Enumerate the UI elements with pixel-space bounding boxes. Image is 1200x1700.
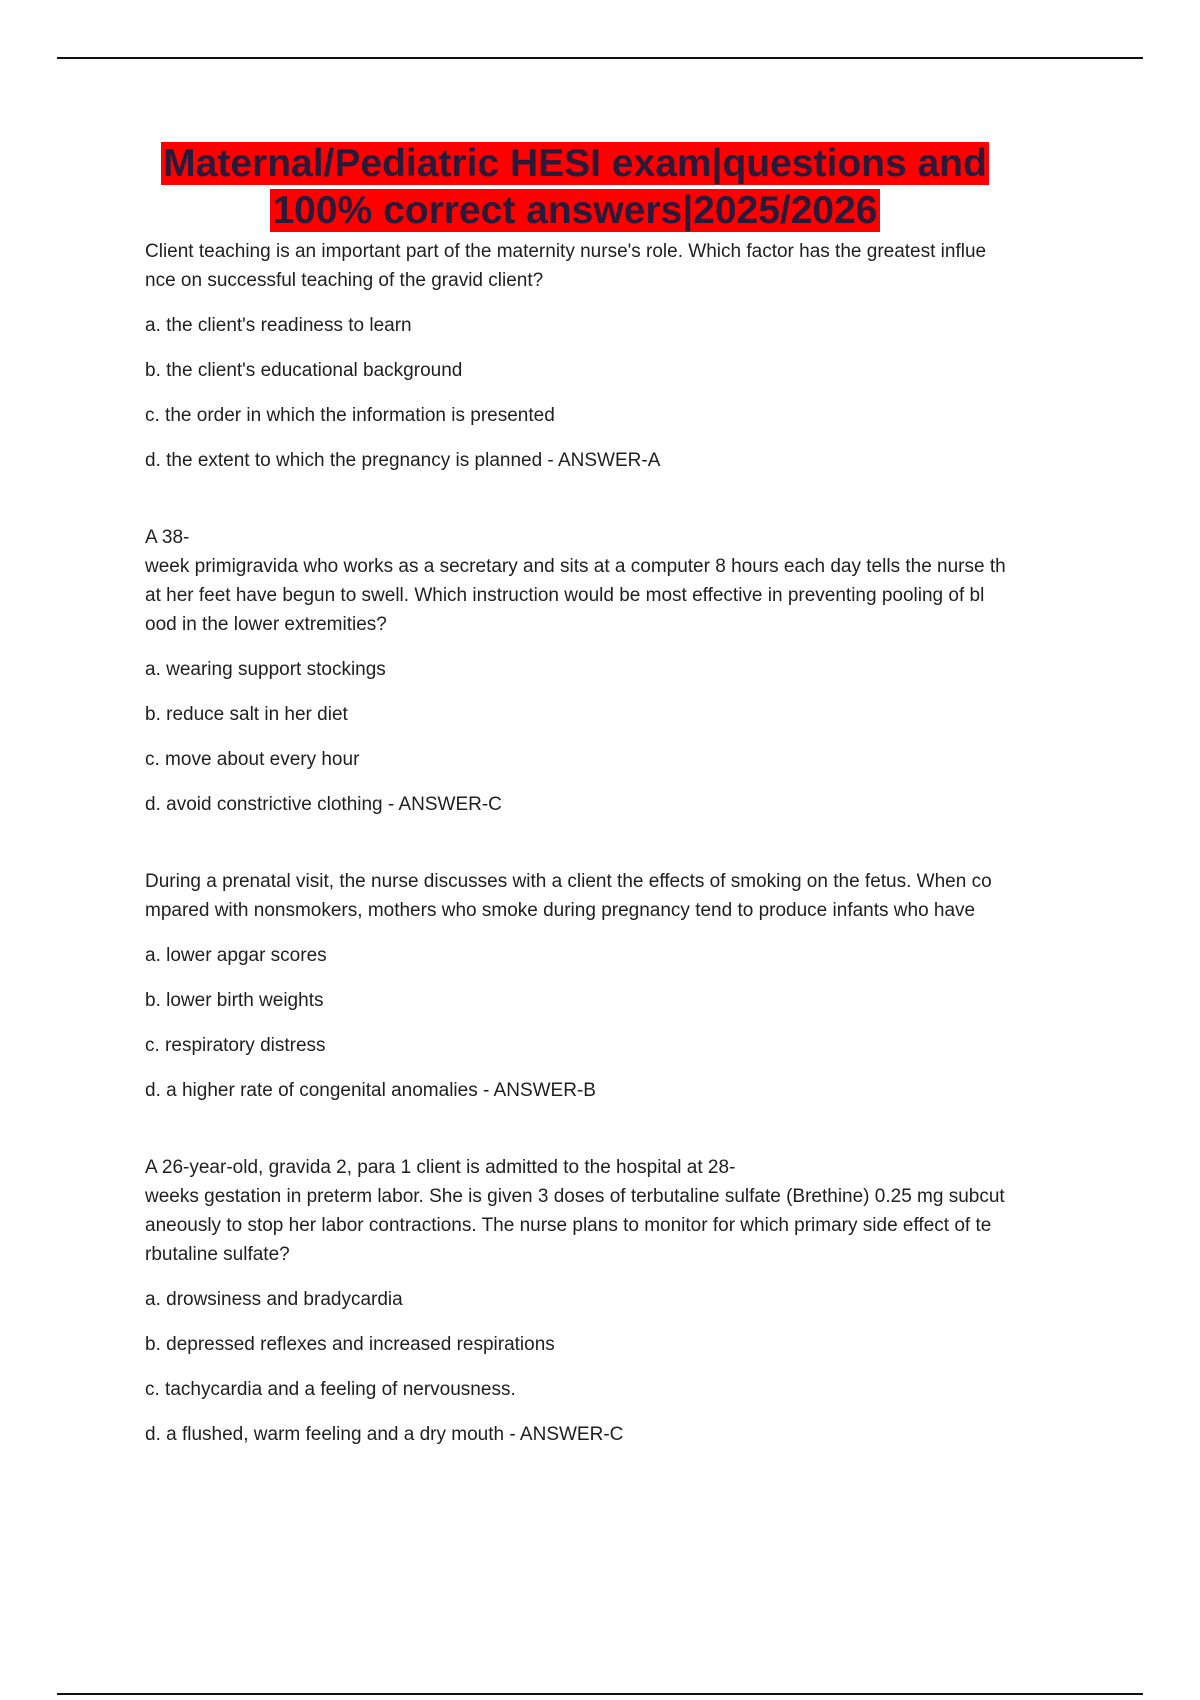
answer-option: c. tachycardia and a feeling of nervousness. [145,1379,516,1400]
question-block-2 [145,523,1060,819]
bottom-rule [57,1693,1143,1695]
question-stem: A 38- week primigravida who works as a secretary and sits at a computer 8 hours each day tells the nurse th at her feet have begun to swell. Which instruction would be most effective in preventing pooling of bl ood in the lower extremities? [145,527,1006,635]
answer-option-with-key: d. the extent to which the pregnancy is planned - ANSWER-A [145,450,661,471]
question-stem: During a prenatal visit, the nurse discusses with a client the effects of smoking on the fetus. When co mpared with nonsmokers, mothers who smoke during pregnancy tend to produce infants who have [145,871,992,921]
answer-option-with-key: d. a flushed, warm feeling and a dry mouth - ANSWER-C [145,1424,624,1445]
answer-option: a. wearing support stockings [145,659,386,680]
title-line-1: Maternal/Pediatric HESI exam|questions and [163,142,987,185]
answer-option-with-key: d. avoid constrictive clothing - ANSWER-C [145,794,502,815]
document-title [120,140,1030,234]
question-stem: A 26-year-old, gravida 2, para 1 client is admitted to the hospital at 28- weeks gestation in preterm labor. She is given 3 doses of terbutaline sulfate (Brethine) 0.25 mg subcut aneously to stop her labor contractions. The nurse plans to monitor for which primary side effect of te rbutaline sulfate? [145,1157,1005,1265]
answer-option: a. lower apgar scores [145,945,327,966]
question-block-1 [145,237,1060,475]
answer-option: b. reduce salt in her diet [145,704,348,725]
answer-option-with-key: d. a higher rate of congenital anomalies - ANSWER-B [145,1080,596,1101]
question-stem: Client teaching is an important part of the maternity nurse's role. Which factor has the greatest influe nce on successful teaching of the gravid client? [145,241,987,291]
answer-option: b. depressed reflexes and increased respirations [145,1334,555,1355]
title-line-2: 100% correct answers|2025/2026 [272,189,878,232]
answer-option: a. drowsiness and bradycardia [145,1289,403,1310]
answer-option: c. respiratory distress [145,1035,326,1056]
answer-option: c. move about every hour [145,749,360,770]
answer-option: b. lower birth weights [145,990,324,1011]
top-rule [57,57,1143,59]
answer-option: b. the client's educational background [145,360,463,381]
answer-option: a. the client's readiness to learn [145,315,412,336]
answer-option: c. the order in which the information is presented [145,405,555,426]
question-block-4 [145,1153,1060,1449]
question-list [145,237,1060,1497]
question-block-3 [145,867,1060,1105]
